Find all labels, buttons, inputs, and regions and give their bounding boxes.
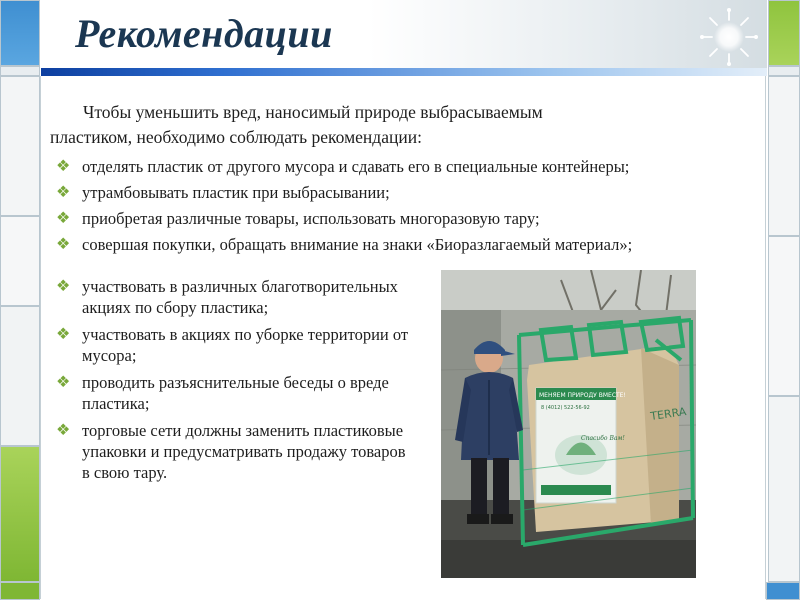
diamond-cluster-bullet-icon: ❖ [56, 326, 71, 343]
recommendation-text: участвовать в различных благотворительных акциях по сбору пластика; [82, 277, 398, 317]
recommendation-text: отделять пластик от другого мусора и сдавать его в специальные контейнеры; [82, 157, 630, 176]
photo-plastic-collection-container [441, 270, 696, 578]
frame-tile [768, 396, 800, 582]
recommendation-text: торговые сети должны заменить пластиковые упаковки и предусматривать продажу товаров в свою тару. [82, 421, 406, 482]
list-item [50, 156, 760, 177]
diamond-cluster-bullet-icon: ❖ [56, 210, 71, 227]
list-item [50, 372, 410, 414]
frame-tile [768, 66, 800, 76]
title-underline-bar [41, 68, 767, 76]
diamond-cluster-bullet-icon: ❖ [56, 184, 71, 201]
intro-paragraph [50, 100, 750, 150]
list-item [50, 208, 760, 229]
diamond-cluster-bullet-icon: ❖ [56, 158, 71, 175]
sun-burst-icon [700, 8, 758, 66]
list-item [50, 234, 760, 255]
frame-tile [768, 236, 800, 396]
bag-thanks-text: Спасибо Вам! [581, 435, 625, 442]
left-frame-column [0, 0, 40, 600]
frame-tile [768, 0, 800, 66]
right-frame-column [768, 0, 800, 600]
diamond-cluster-bullet-icon: ❖ [56, 236, 71, 253]
list-item [50, 324, 410, 366]
bag-phone-text: 8 (4012) 522-56-92 [541, 405, 590, 411]
recommendations-list-bottom [50, 276, 410, 489]
frame-tile [0, 582, 40, 600]
diamond-cluster-bullet-icon: ❖ [56, 374, 71, 391]
bag-side-text: TERRA [649, 405, 688, 423]
bag-banner-text: МЕНЯЕМ ПРИРОДУ ВМЕСТЕ! [539, 392, 626, 399]
recommendation-text: утрамбовывать пластик при выбрасывании; [82, 183, 390, 202]
frame-tile [0, 446, 40, 582]
diamond-cluster-bullet-icon: ❖ [56, 278, 71, 295]
frame-tile [0, 306, 40, 446]
recommendation-text: участвовать в акциях по уборке территории от мусора; [82, 325, 409, 365]
frame-tile [0, 216, 40, 306]
frame-tile [768, 76, 800, 236]
recommendation-text: проводить разъяснительные беседы о вреде пластика; [82, 373, 389, 413]
intro-line-1: Чтобы уменьшить вред, наносимый природе выбрасываемым [83, 102, 543, 122]
frame-tile [0, 0, 40, 66]
recommendation-text: совершая покупки, обращать внимание на знаки «Биоразлагаемый материал»; [82, 235, 633, 254]
list-item [50, 420, 410, 483]
recommendation-text: приобретая различные товары, использовать многоразовую тару; [82, 209, 540, 228]
frame-tile [0, 66, 40, 76]
slide-title: Рекомендации [75, 11, 333, 56]
list-item [50, 276, 410, 318]
recommendations-list-top [50, 156, 760, 260]
diamond-cluster-bullet-icon: ❖ [56, 422, 71, 439]
list-item [50, 182, 760, 203]
frame-tile [766, 582, 800, 600]
frame-tile [0, 76, 40, 216]
intro-line-2: пластиком, необходимо соблюдать рекомендации: [50, 127, 422, 147]
